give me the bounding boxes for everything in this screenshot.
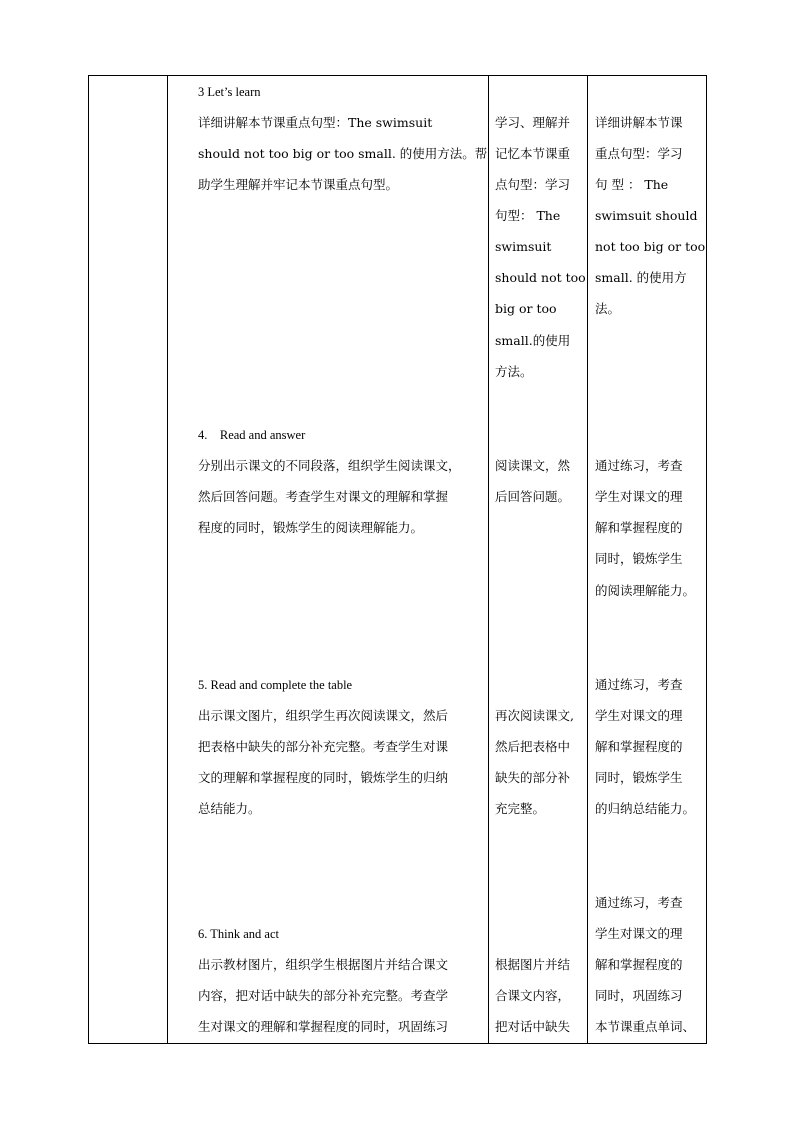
purpose-line: 解和掌握程度的 <box>595 739 683 754</box>
purpose-line: 学生对课文的理 <box>595 489 683 504</box>
purpose-line: 本节课重点单词、 <box>595 1019 696 1034</box>
teacher-activity-line: 详细讲解本节课重点句型：The swimsuit <box>198 115 433 130</box>
purpose-line: 法。 <box>595 301 621 316</box>
column-divider-3 <box>587 75 588 1044</box>
table-top-border <box>88 75 707 76</box>
purpose-line: 通过练习，考查 <box>595 677 683 692</box>
teacher-activity-line: 把表格中缺失的部分补充完整。考查学生对课 <box>198 739 449 754</box>
student-activity-line: 再次阅读课文, <box>495 708 574 723</box>
student-activity-line: 根据图片并结 <box>495 957 571 972</box>
purpose-line: 详细讲解本节课 <box>595 115 683 130</box>
purpose-line: 同时，锻炼学生 <box>595 551 683 566</box>
student-activity-line: 合课文内容， <box>495 988 571 1003</box>
purpose-line: 的阅读理解能力。 <box>595 583 696 598</box>
section-heading-3: 3 Let’s learn <box>198 85 261 99</box>
purpose-line: 重点句型：学习 <box>595 146 683 161</box>
student-activity-line: 点句型：学习 <box>495 177 571 192</box>
student-activity-line: big or too <box>495 301 557 316</box>
column-divider-1 <box>167 75 168 1044</box>
student-activity-line: should not too <box>495 270 586 285</box>
column-divider-2 <box>488 75 489 1044</box>
purpose-line: 句 型 ： The <box>595 177 669 192</box>
teacher-activity-line: 然后回答问题。考查学生对课文的理解和掌握 <box>198 489 449 504</box>
purpose-line: 解和掌握程度的 <box>595 957 683 972</box>
table-right-border <box>706 75 707 1044</box>
purpose-line: 学生对课文的理 <box>595 708 683 723</box>
teacher-activity-line: 出示教材图片，组织学生根据图片并结合课文 <box>198 957 449 972</box>
purpose-line: 同时，巩固练习 <box>595 988 683 1003</box>
student-activity-line: 充完整。 <box>495 801 546 816</box>
teacher-activity-line: 程度的同时，锻炼学生的阅读理解能力。 <box>198 520 424 535</box>
purpose-line: swimsuit should <box>595 208 698 223</box>
teacher-activity-line: 总结能力。 <box>198 801 261 816</box>
purpose-line: 同时，锻炼学生 <box>595 770 683 785</box>
student-activity-line: 后回答问题。 <box>495 489 571 504</box>
student-activity-line: small.的使用 <box>495 333 571 348</box>
student-activity-line: 缺失的部分补 <box>495 770 571 785</box>
purpose-line: 的归纳总结能力。 <box>595 801 696 816</box>
teacher-activity-line: 分别出示课文的不同段落，组织学生阅读课文， <box>198 458 461 473</box>
table-left-border <box>88 75 89 1044</box>
teacher-activity-line: 助学生理解并牢记本节课重点句型。 <box>198 177 399 192</box>
purpose-line: 学生对课文的理 <box>595 926 683 941</box>
purpose-line: 解和掌握程度的 <box>595 520 683 535</box>
section-heading-6: 6. Think and act <box>198 927 279 941</box>
teacher-activity-line: 文的理解和掌握程度的同时，锻炼学生的归纳 <box>198 770 449 785</box>
student-activity-line: 句型： The <box>495 208 561 223</box>
purpose-line: 通过练习，考查 <box>595 458 683 473</box>
purpose-line: 通过练习，考查 <box>595 895 683 910</box>
student-activity-line: swimsuit <box>495 239 552 254</box>
teacher-activity-line: should not too big or too small. 的使用方法。帮 <box>198 146 488 161</box>
teacher-activity-line: 出示课文图片，组织学生再次阅读课文，然后 <box>198 708 449 723</box>
student-activity-line: 学习、理解并 <box>495 115 571 130</box>
student-activity-line: 方法。 <box>495 364 533 379</box>
student-activity-line: 阅读课文，然 <box>495 458 571 473</box>
purpose-line: small. 的使用方 <box>595 270 687 285</box>
section-heading-5: 5. Read and complete the table <box>198 678 353 692</box>
section-heading-4: 4. Read and answer <box>198 428 306 442</box>
table-bottom-border <box>88 1043 707 1044</box>
teacher-activity-line: 生对课文的理解和掌握程度的同时，巩固练习 <box>198 1019 449 1034</box>
student-activity-line: 把对话中缺失 <box>495 1019 571 1034</box>
student-activity-line: 然后把表格中 <box>495 739 571 754</box>
student-activity-line: 记忆本节课重 <box>495 146 571 161</box>
teacher-activity-line: 内容，把对话中缺失的部分补充完整。考查学 <box>198 988 449 1003</box>
purpose-line: not too big or too <box>595 239 706 254</box>
